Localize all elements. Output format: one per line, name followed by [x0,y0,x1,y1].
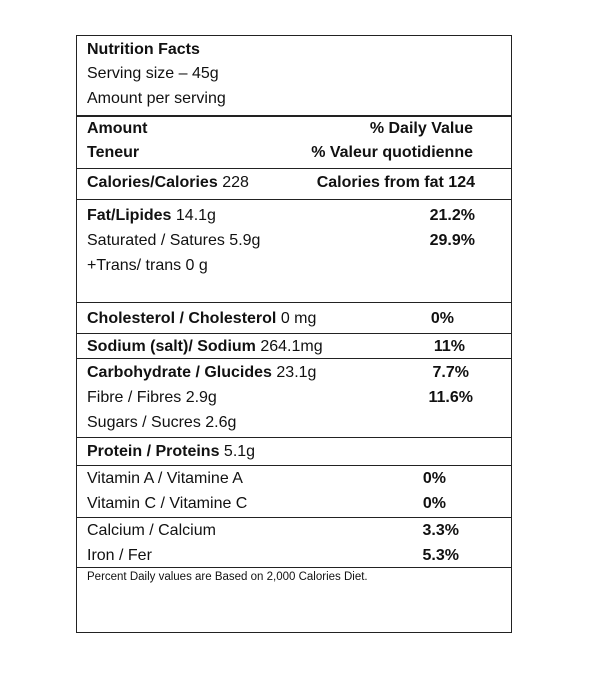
amount-heading: Amount [87,120,148,137]
fat-row [87,206,216,226]
divider [77,358,511,359]
amount-per-serving: Amount per serving [87,90,226,107]
vitamin-a: Vitamin A / Vitamine A [87,470,243,487]
cholesterol-label: Cholesterol / Cholesterol [87,310,277,327]
cholesterol-row [87,309,316,329]
sodium-label: Sodium (salt)/ Sodium [87,338,256,355]
carbohydrate-dv: 7.7% [432,364,469,381]
serving-size: Serving size – 45g [87,65,219,82]
divider [77,199,511,200]
iron: Iron / Fer [87,547,152,564]
protein-label: Protein / Proteins [87,443,220,460]
nutrition-title: Nutrition Facts [87,41,200,58]
divider [77,437,511,438]
sugars: Sugars / Sucres 2.6g [87,414,237,431]
calories-from-fat: Calories from fat 124 [316,174,475,191]
saturated-dv: 29.9% [429,232,475,249]
divider [77,465,511,466]
cholesterol-value: 0 mg [280,310,317,327]
carbohydrate-label: Carbohydrate / Glucides [87,364,272,381]
divider [77,115,511,117]
calories-label: Calories/Calories [87,174,218,191]
calcium: Calcium / Calcium [87,522,216,539]
footnote: Percent Daily values are Based on 2,000 Calories Diet. [87,571,368,583]
sodium-value: 264.1mg [260,338,323,355]
calcium-dv: 3.3% [422,522,459,539]
protein-row [87,442,255,462]
daily-value-heading: % Daily Value [369,120,473,137]
vitamin-a-dv: 0% [422,470,446,487]
protein-value: 5.1g [223,443,256,460]
sodium-row [87,337,323,357]
carbohydrate-value: 23.1g [276,364,317,381]
saturated-fat: Saturated / Satures 5.9g [87,232,261,249]
fat-label: Fat/Lipides [87,207,172,224]
calories-value: 228 [222,174,249,191]
trans-fat: +Trans/ trans 0 g [87,257,208,274]
cholesterol-dv: 0% [430,310,454,327]
calories-row [87,173,249,193]
valeur-quotidienne-heading: % Valeur quotidienne [311,144,473,161]
vitamin-c: Vitamin C / Vitamine C [87,495,248,512]
fibre: Fibre / Fibres 2.9g [87,389,217,406]
sodium-dv: 11% [433,338,465,355]
fat-value: 14.1g [175,207,216,224]
divider [77,168,511,169]
vitamin-c-dv: 0% [422,495,446,512]
divider [77,517,511,518]
carbohydrate-row [87,363,316,383]
divider [77,302,511,303]
fat-dv: 21.2% [429,207,475,224]
divider [77,567,511,568]
divider [77,333,511,334]
nutrition-facts-label [76,35,512,633]
teneur-heading: Teneur [87,144,140,161]
fibre-dv: 11.6% [428,389,473,406]
iron-dv: 5.3% [422,547,459,564]
